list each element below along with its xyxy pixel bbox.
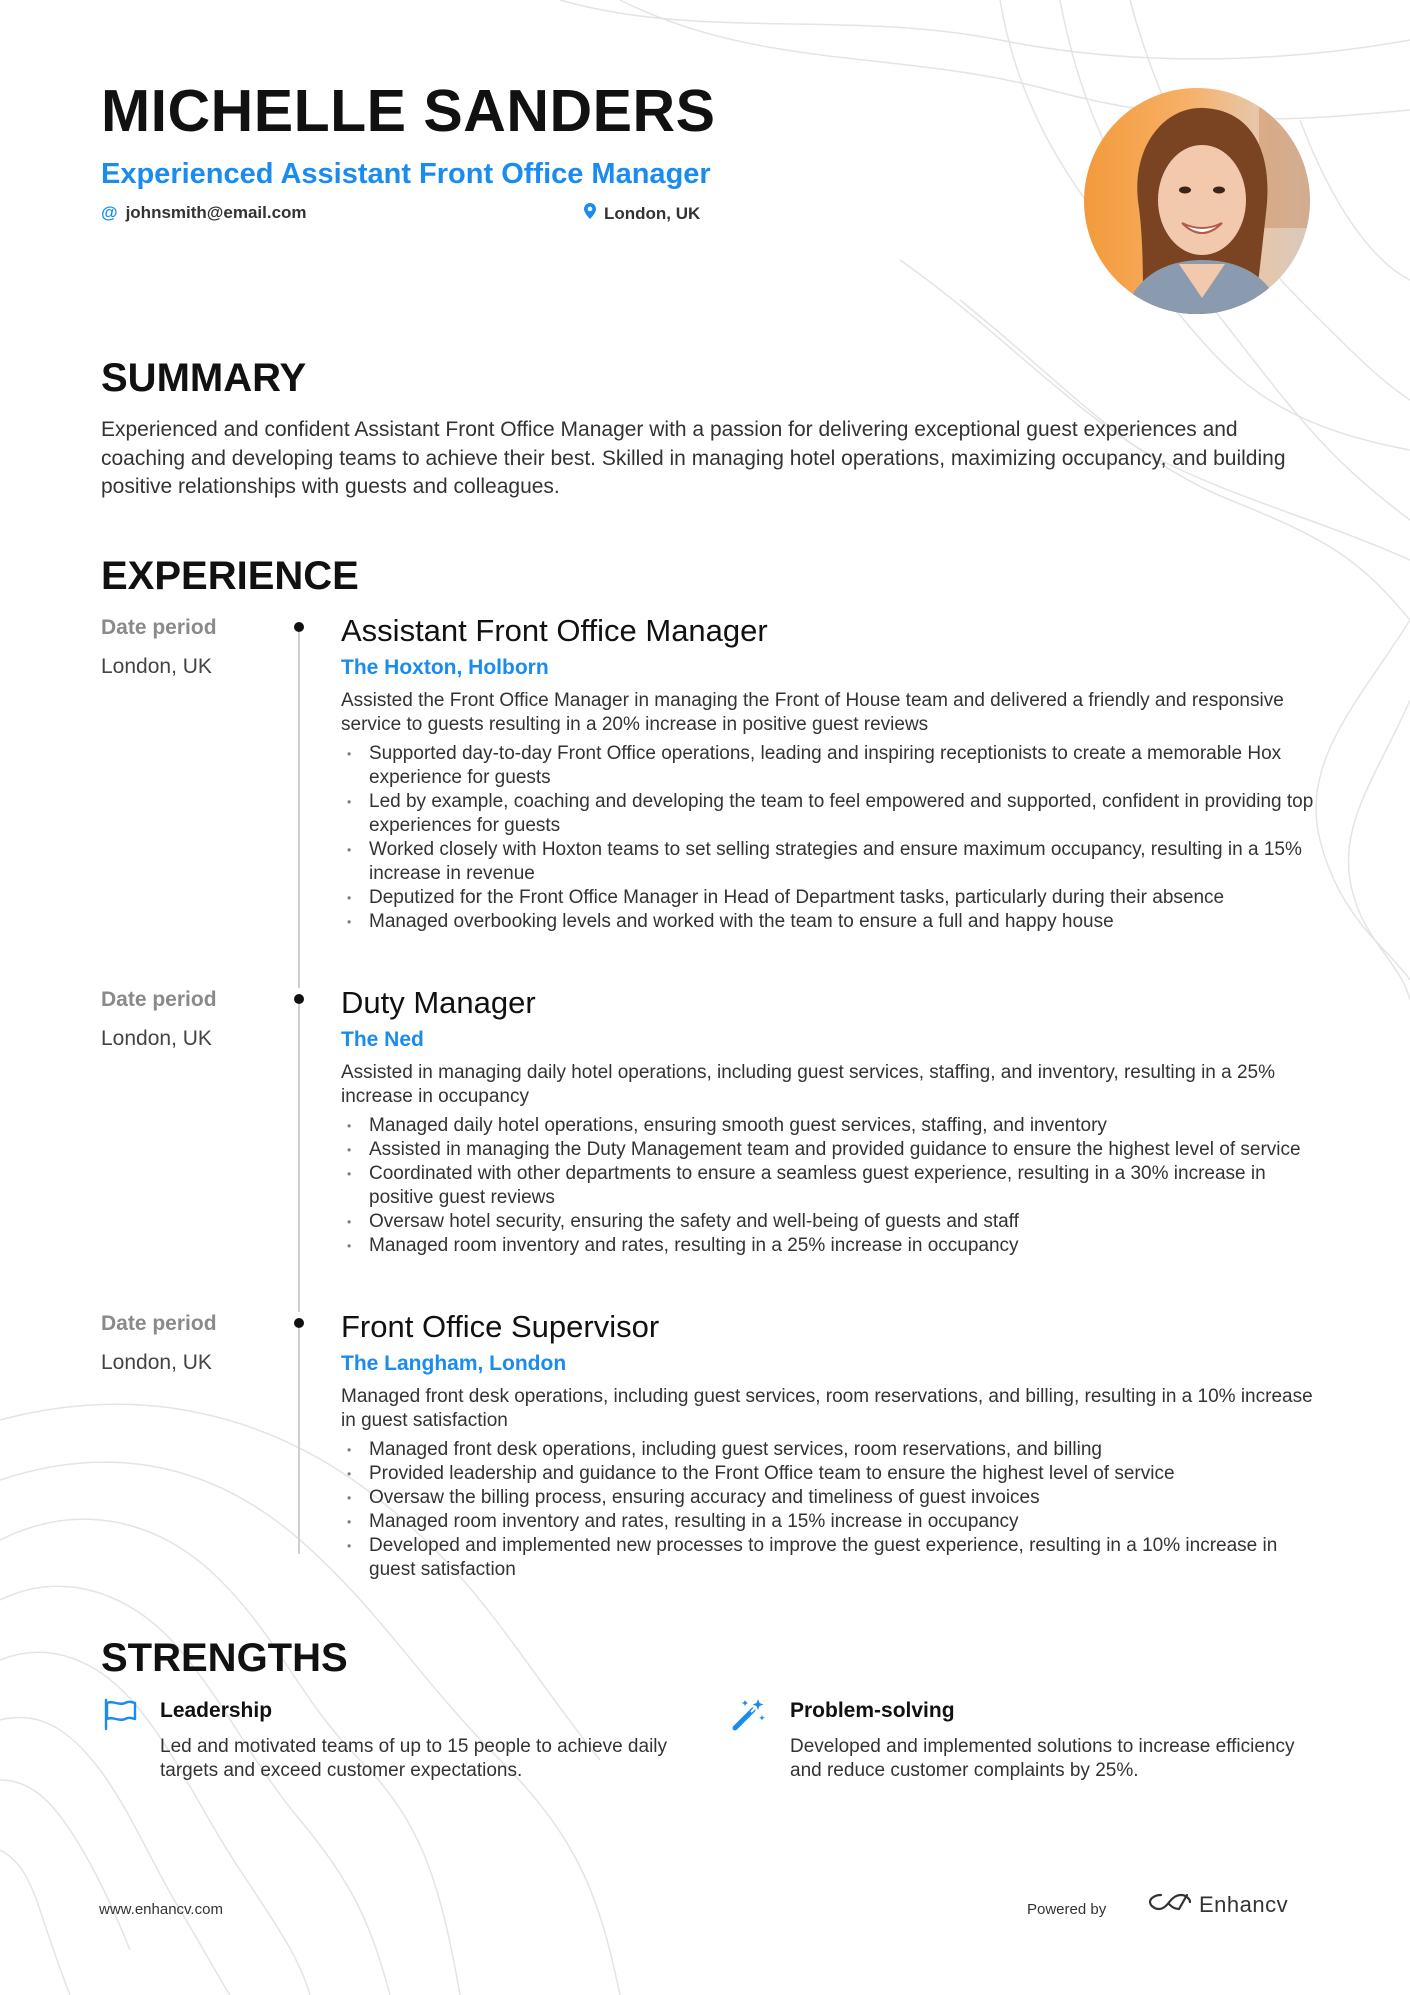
bullet-item: • Managed daily hotel operations, ensuring smooth guest services, staffing, and inventory bbox=[341, 1114, 1321, 1138]
entry-location: London, UK bbox=[101, 1351, 212, 1374]
entry-description: Assisted in managing daily hotel operations, including guest services, staffing, and inventory, resulting in a 25% increase in occupancy bbox=[341, 1062, 1276, 1107]
bullet-item: • Deputized for the Front Office Manager in Head of Department tasks, particularly during their absence bbox=[341, 886, 1321, 910]
timeline-line bbox=[298, 1004, 300, 1312]
entry-job-title: Duty Manager bbox=[341, 985, 536, 1020]
bullet-item: • Managed front desk operations, including guest services, room reservations, and billing bbox=[341, 1438, 1321, 1462]
bullet-item: • Oversaw hotel security, ensuring the safety and well-being of guests and staff bbox=[341, 1210, 1321, 1234]
bullet-item: • Managed overbooking levels and worked with the team to ensure a full and happy house bbox=[341, 910, 1321, 934]
footer-url[interactable]: www.enhancv.com bbox=[99, 1901, 223, 1918]
flag-icon bbox=[101, 1696, 137, 1732]
footer-powered-by: Powered by bbox=[1027, 1901, 1107, 1918]
contact-email[interactable] bbox=[101, 203, 307, 223]
profile-photo bbox=[1084, 88, 1310, 314]
strength-description: Developed and implemented solutions to increase efficiency and reduce customer complaints by 25%. bbox=[790, 1736, 1295, 1781]
timeline-dot bbox=[294, 622, 304, 632]
timeline-line bbox=[298, 632, 300, 988]
bullet-item: • Managed room inventory and rates, resulting in a 25% increase in occupancy bbox=[341, 1234, 1321, 1258]
entry-bullets bbox=[341, 1438, 1321, 1582]
candidate-headline: Experienced Assistant Front Office Manager bbox=[101, 158, 711, 190]
enhancv-brand-text: Enhancv bbox=[1199, 1891, 1289, 1917]
entry-date: Date period bbox=[101, 1312, 217, 1335]
location-text: London, UK bbox=[604, 203, 701, 223]
candidate-name: MICHELLE SANDERS bbox=[101, 78, 716, 144]
timeline-line bbox=[298, 1328, 300, 1554]
email-text: johnsmith@email.com bbox=[125, 203, 307, 222]
entry-description: Managed front desk operations, including guest services, room reservations, and billing, resulting in a 10% increase in guest satisfaction bbox=[341, 1386, 1313, 1431]
enhancv-logo-icon bbox=[1147, 1891, 1193, 1918]
entry-date: Date period bbox=[101, 616, 217, 639]
bullet-item: • Provided leadership and guidance to the Front Office team to ensure the highest level of service bbox=[341, 1462, 1321, 1486]
magic-wand-icon bbox=[731, 1696, 767, 1732]
entry-job-title: Assistant Front Office Manager bbox=[341, 613, 768, 648]
bullet-item: • Oversaw the billing process, ensuring accuracy and timeliness of guest invoices bbox=[341, 1486, 1321, 1510]
bullet-item: • Assisted in managing the Duty Management team and provided guidance to ensure the highest level of service bbox=[341, 1138, 1321, 1162]
summary-text: Experienced and confident Assistant Front Office Manager with a passion for delivering exceptional guest experiences and coaching and developing teams to achieve their best. Skilled in managing hotel operations, maximizing occupancy, and building positive relationships with guests and colleagues. bbox=[101, 418, 1286, 498]
entry-job-title: Front Office Supervisor bbox=[341, 1309, 660, 1344]
strength-title: Problem-solving bbox=[790, 1699, 955, 1722]
strengths-heading: STRENGTHS bbox=[101, 1636, 348, 1680]
bullet-item: • Managed room inventory and rates, resulting in a 15% increase in occupancy bbox=[341, 1510, 1321, 1534]
timeline-dot bbox=[294, 994, 304, 1004]
entry-company[interactable]: The Ned bbox=[341, 1028, 424, 1051]
at-sign-icon: @ bbox=[101, 203, 118, 222]
entry-location: London, UK bbox=[101, 655, 212, 678]
timeline-dot bbox=[294, 1318, 304, 1328]
bullet-item: • Developed and implemented new processes to improve the guest experience, resulting in a 10% increase in guest satisfaction bbox=[341, 1534, 1321, 1582]
entry-date: Date period bbox=[101, 988, 217, 1011]
experience-heading: EXPERIENCE bbox=[101, 554, 359, 598]
bullet-item: • Supported day-to-day Front Office operations, leading and inspiring receptionists to create a memorable Hox experience for guests bbox=[341, 742, 1321, 790]
bullet-item: • Led by example, coaching and developing the team to feel empowered and supported, confident in providing top experiences for guests bbox=[341, 790, 1321, 838]
contact-location bbox=[584, 203, 700, 224]
entry-bullets bbox=[341, 742, 1321, 934]
bullet-item: • Worked closely with Hoxton teams to set selling strategies and ensure maximum occupancy, resulting in a 15% increase in revenue bbox=[341, 838, 1321, 886]
summary-heading: SUMMARY bbox=[101, 356, 307, 400]
map-pin-icon bbox=[584, 203, 596, 224]
bullet-item: • Coordinated with other departments to ensure a seamless guest experience, resulting in a 30% increase in positive guest reviews bbox=[341, 1162, 1321, 1210]
strength-description: Led and motivated teams of up to 15 people to achieve daily targets and exceed customer expectations. bbox=[160, 1736, 668, 1781]
enhancv-logo[interactable] bbox=[1147, 1891, 1288, 1918]
entry-company[interactable]: The Hoxton, Holborn bbox=[341, 656, 549, 679]
entry-bullets bbox=[341, 1114, 1321, 1258]
strength-title: Leadership bbox=[160, 1699, 273, 1722]
entry-description: Assisted the Front Office Manager in managing the Front of House team and delivered a friendly and responsive service to guests resulting in a 20% increase in positive guest reviews bbox=[341, 690, 1284, 735]
entry-company[interactable]: The Langham, London bbox=[341, 1352, 567, 1375]
entry-location: London, UK bbox=[101, 1027, 212, 1050]
